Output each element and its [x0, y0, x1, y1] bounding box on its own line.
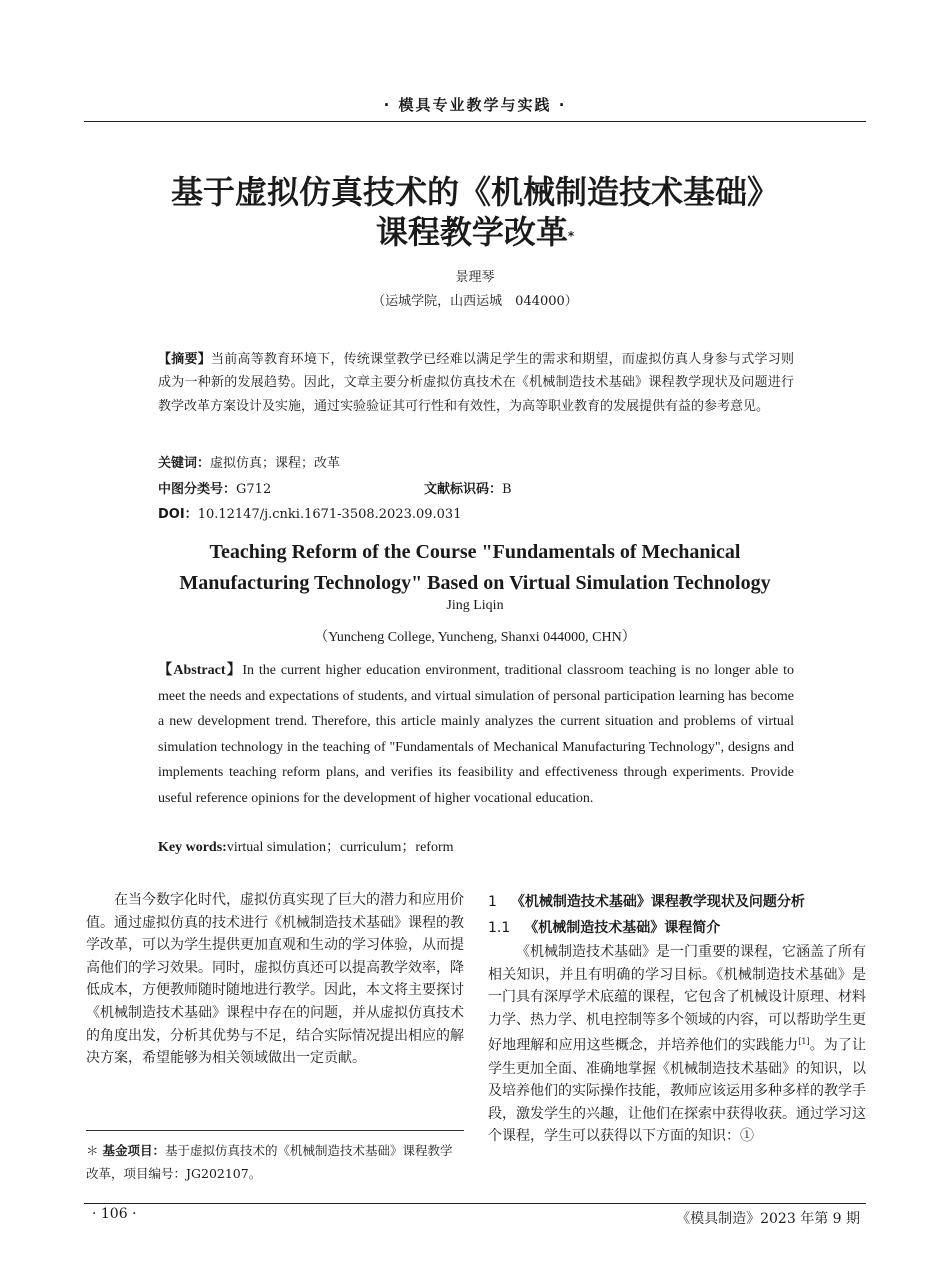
doi-value: 10.12147/j.cnki.1671-3508.2023.09.031: [197, 507, 462, 522]
keywords-en: [158, 836, 454, 856]
page-number: · 106 ·: [92, 1206, 137, 1222]
journal-info: 《模具制造》2023 年第 9 期: [676, 1211, 860, 1227]
clc-value: G712: [236, 482, 272, 497]
section-heading-1-1-text: 《机械制造技术基础》课程简介: [524, 920, 721, 936]
affiliation-cn: （运城学院，山西运城 044000）: [372, 294, 578, 309]
author-en: Jing Liqin: [446, 598, 504, 613]
keywords-cn-text: 虚拟仿真；课程；改革: [210, 456, 341, 471]
abstract-en-text: In the current higher education environment, traditional classroom teaching is no longer able to meet the needs and expectations of students, and virtual simulation of personal participation learning has become a new development trend. Therefore, this article mainly analyzes the current situation and problems of virtual simulation technology in the teaching of "Fundamentals of Mechanical Manufacturing Technology", designs and implements teaching reform plans, and verifies its feasibility and effectiveness through experiments. Provide useful reference opinions for the development of higher vocational education.: [158, 663, 794, 806]
title-cn-line2: [84, 212, 866, 252]
clc-number: [158, 478, 271, 497]
abstract-en-label: 【Abstract】: [158, 663, 243, 678]
footnote-rule: [86, 1130, 464, 1131]
author-cn: 景理琴: [455, 270, 495, 285]
doc-code-label: 文献标识码：: [424, 482, 503, 497]
title-cn-line2-text: 课程教学改革: [375, 213, 568, 251]
section-heading-1-1-number: 1.1: [488, 920, 511, 936]
doi: [158, 503, 461, 522]
footnote-label: 基金项目：: [102, 1143, 166, 1158]
footnote-marker: ＊: [86, 1143, 99, 1158]
section-heading-1: [488, 889, 866, 915]
para-a: 《机械制造技术基础》是一门重要的课程，它涵盖了所有相关知识，并且有明确的学习目标。《机械制造技术基础》是一门具有深厚学术底蕴的课程，它包含了机械设计原理、材料力学、热力学、机电控制等多个领域的内容，可以帮助学生更好地理解和应用这些概念，并培养他们的实践能力: [488, 944, 866, 1055]
section-heading-1-number: 1: [488, 894, 497, 910]
citation-ref: [1]: [798, 1037, 810, 1047]
title-en-line2: Manufacturing Technology" Based on Virtual Simulation Technology: [179, 572, 771, 594]
footnote: [86, 1139, 464, 1185]
section-heading-1-1: [488, 915, 866, 941]
para-b: 。为了让学生更加全面、准确地掌握《机械制造技术基础》的知识，以及培养他们的实际操作技能，教师应该运用多种多样的教学手段，激发学生的兴趣，让他们在探索中获得收获。通过学习这个课程，学生可以获得以下方面的知识：①: [488, 1038, 867, 1145]
intro-paragraph: 在当今数字化时代，虚拟仿真实现了巨大的潜力和应用价值。通过虚拟仿真的技术进行《机械制造技术基础》课程的教学改革，可以为学生提供更加直观和生动的学习体验，从而提高他们的学习效果。同时，虚拟仿真还可以提高教学效率，降低成本，方便教师随时随地进行教学。因此，本文将主要探讨《机械制造技术基础》课程中存在的问题，并从虚拟仿真技术的角度出发，分析其优势与不足，结合实际情况提出相应的解决方案，希望能够为相关领域做出一定贡献。: [86, 892, 464, 1067]
fund-marker: *: [567, 229, 575, 243]
abstract-cn: [158, 348, 794, 418]
header-rule: [84, 121, 866, 122]
keywords-en-text: virtual simulation；curriculum；reform: [226, 840, 454, 855]
section-header: · 模具专业教学与实践 ·: [383, 96, 567, 114]
title-cn: [84, 172, 866, 252]
doc-code-value: B: [502, 482, 512, 497]
keywords-en-label: Key words:: [158, 840, 227, 855]
abstract-cn-text: 当前高等教育环境下，传统课堂教学已经难以满足学生的需求和期望，而虚拟仿真人身参与式学习则成为一种新的发展趋势。因此，文章主要分析虚拟仿真技术在《机械制造技术基础》课程教学现状及问题进行教学改革方案设计及实施，通过实验验证其可行性和有效性，为高等职业教育的发展提供有益的参考意见。: [158, 352, 794, 414]
keywords-cn-label: 关键词：: [158, 456, 211, 471]
document-code: [424, 478, 512, 497]
keywords-cn: [158, 452, 340, 471]
doi-label: DOI：: [158, 507, 198, 522]
abstract-en: [158, 658, 794, 812]
body-column-left: [86, 889, 464, 1070]
course-intro-paragraph: [488, 941, 866, 1148]
clc-label: 中图分类号：: [158, 482, 237, 497]
abstract-cn-label: 【摘要】: [158, 352, 212, 367]
footnote-text: 基于虚拟仿真技术的《机械制造技术基础》课程教学改革，项目编号：JG202107。: [86, 1143, 453, 1181]
title-en-line1: Teaching Reform of the Course "Fundamentals of Mechanical: [209, 541, 741, 563]
body-column-right: [488, 889, 866, 1148]
title-en: [84, 537, 866, 599]
section-heading-1-text: 《机械制造技术基础》课程教学现状及问题分析: [510, 894, 805, 910]
title-cn-line1: 基于虚拟仿真技术的《机械制造技术基础》: [170, 173, 779, 211]
affiliation-en: （Yuncheng College, Yuncheng, Shanxi 044000, CHN）: [314, 630, 636, 645]
footer-rule: [84, 1203, 866, 1204]
